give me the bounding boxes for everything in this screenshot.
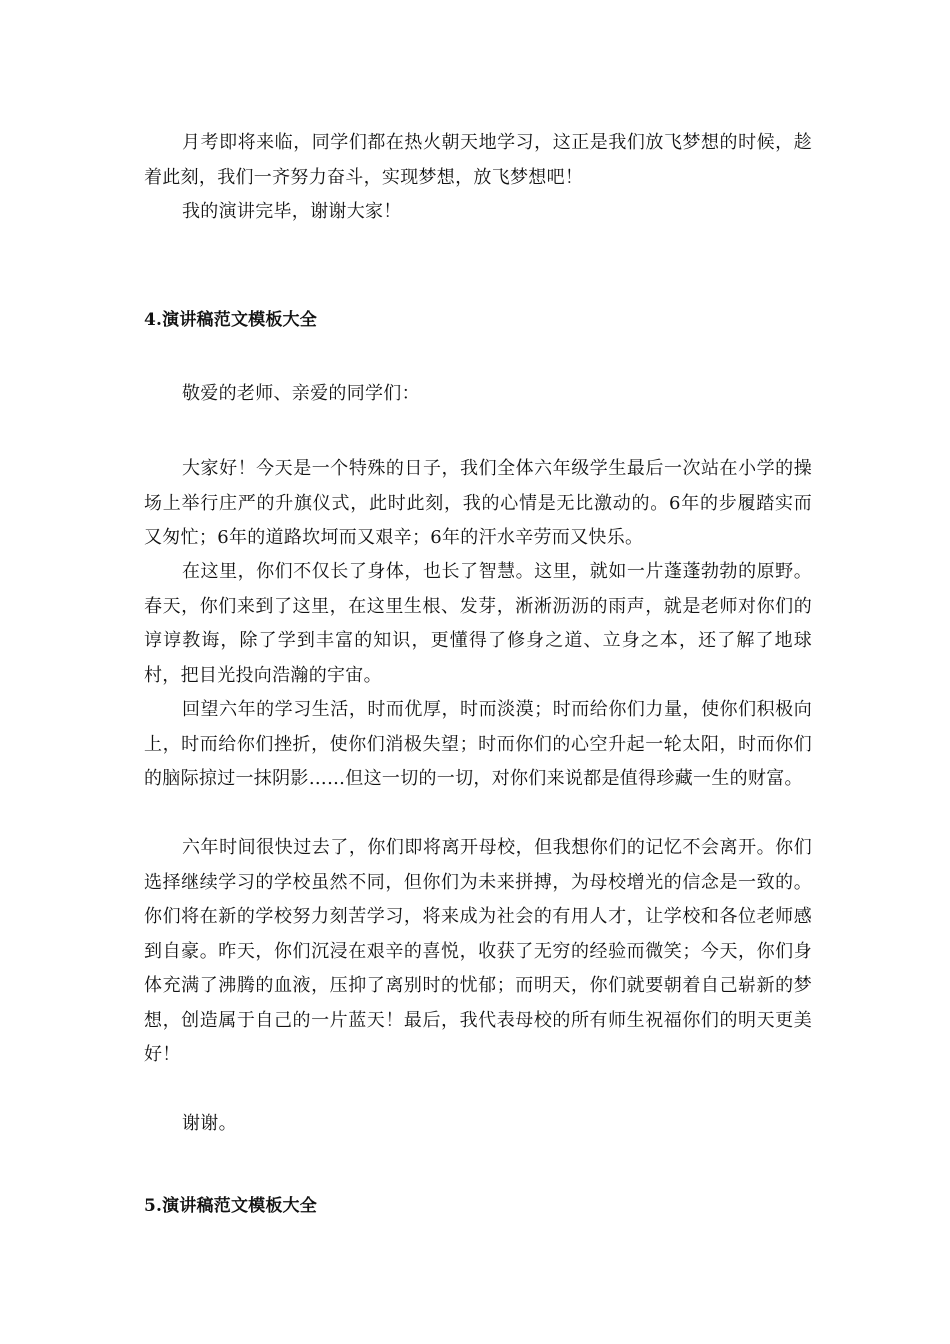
salutation: 敬爱的老师、亲爱的同学们： xyxy=(182,383,420,404)
paragraph-greeting: 大家好！今天是一个特殊的日子，我们全体六年级学生最后一次站在小学的操场上举行庄严的升旗仪式，此时此刻，我的心情是无比激动的。6年的步履踏实而又匆忙；6年的道路坎坷而又艰辛；6年的汗水辛劳而又快乐。 xyxy=(144,458,812,548)
paragraph-growth: 在这里，你们不仅长了身体，也长了智慧。这里，就如一片蓬蓬勃勃的原野。春天，你们来到了这里，在这里生根、发芽，淅淅沥沥的雨声，就是老师对你们的谆谆教诲，除了学到丰富的知识，更懂得了修身之道、立身之本，还了解了地球村，把目光投向浩瀚的宇宙。 xyxy=(144,561,812,686)
paragraph-speech-end: 我的演讲完毕，谢谢大家！ xyxy=(182,201,402,222)
paragraph-thanks: 谢谢。 xyxy=(182,1113,237,1134)
section-heading-4: 4.演讲稿范文模板大全 xyxy=(144,310,317,330)
section-heading-5: 5.演讲稿范文模板大全 xyxy=(144,1196,317,1216)
paragraph-exam-dream: 月考即将来临，同学们都在热火朝天地学习，这正是我们放飞梦想的时候，趁着此刻，我们一齐努力奋斗，实现梦想，放飞梦想吧！ xyxy=(144,132,812,188)
paragraph-looking-back: 回望六年的学习生活，时而优厚，时而淡漠；时而给你们力量，使你们积极向上，时而给你们挫折，使你们消极失望；时而你们的心空升起一轮太阳，时而你们的脑际掠过一抹阴影……但这一切的一切，对你们来说都是值得珍藏一生的财富。 xyxy=(144,699,812,789)
paragraph-farewell: 六年时间很快过去了，你们即将离开母校，但我想你们的记忆不会离开。你们选择继续学习的学校虽然不同，但你们为未来拼搏，为母校增光的信念是一致的。你们将在新的学校努力刻苦学习，将来成为社会的有用人才，让学校和各位老师感到自豪。昨天，你们沉浸在艰辛的喜悦，收获了无穷的经验而微笑；今天，你们身体充满了沸腾的血液，压抑了离别时的忧郁；而明天，你们就要朝着自己崭新的梦想，创造属于自己的一片蓝天！最后，我代表母校的所有师生祝福你们的明天更美好！ xyxy=(144,837,812,1065)
